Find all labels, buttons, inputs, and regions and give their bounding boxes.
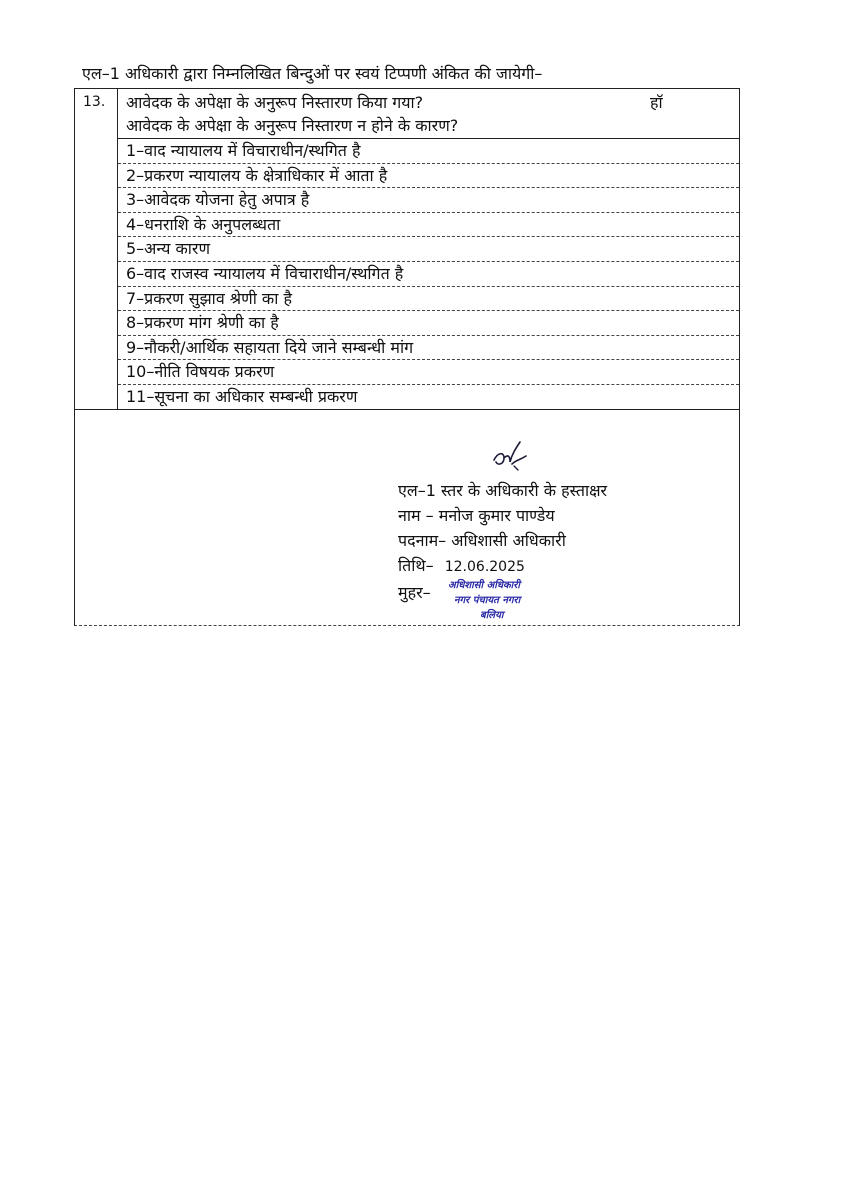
reason-option: 7–प्रकरण सुझाव श्रेणी का है bbox=[118, 287, 739, 312]
date-label: तिथि– bbox=[398, 556, 434, 575]
reason-option: 3–आवेदक योजना हेतु अपात्र है bbox=[118, 188, 739, 213]
reason-option: 6–वाद राजस्व न्यायालय में विचाराधीन/स्थगित है bbox=[118, 262, 739, 287]
date-value: 12.06.2025 bbox=[444, 559, 525, 575]
stamp-line-2: नगर पंचायत नगरा bbox=[454, 595, 521, 606]
official-stamp bbox=[448, 578, 520, 623]
row-number: 13. bbox=[83, 94, 106, 110]
reason-option: 10–नीति विषयक प्रकरण bbox=[118, 360, 739, 385]
reason-option: 11–सूचना का अधिकार सम्बन्धी प्रकरण bbox=[118, 385, 739, 410]
stamp-line-1: अधिशासी अधिकारी bbox=[448, 580, 520, 591]
officer-designation: पदनाम– अधिशासी अधिकारी bbox=[398, 531, 566, 550]
reason-option: 9–नौकरी/आर्थिक सहायता दिये जाने सम्बन्धी मांग bbox=[118, 336, 739, 361]
reason-option: 4–धनराशि के अनुपलब्धता bbox=[118, 213, 739, 238]
seal-label: मुहर– bbox=[398, 583, 431, 602]
reason-option: 5–अन्य कारण bbox=[118, 237, 739, 262]
reason-options-list bbox=[118, 139, 739, 410]
row-number-cell bbox=[75, 89, 118, 410]
signature-mark bbox=[490, 438, 530, 474]
page-heading: एल–1 अधिकारी द्वारा निम्नलिखित बिन्दुओं पर स्वयं टिप्पणी अंकित की जायेगी– bbox=[82, 64, 543, 83]
date-line bbox=[398, 553, 607, 580]
reason-option: 1–वाद न्यायालय में विचाराधीन/स्थगित है bbox=[118, 139, 739, 164]
stamp-line-3: बलिया bbox=[480, 610, 504, 621]
answer-yes: हॉ bbox=[650, 93, 663, 112]
table-divider bbox=[75, 409, 739, 410]
question-reason-unsatisfactory: आवेदक के अपेक्षा के अनुरूप निस्तारण न होने के कारण? bbox=[126, 116, 459, 135]
reason-option: 2–प्रकरण न्यायालय के क्षेत्राधिकार में आता है bbox=[118, 164, 739, 189]
reason-option: 8–प्रकरण मांग श्रेणी का है bbox=[118, 311, 739, 336]
signature-title: एल–1 स्तर के अधिकारी के हस्ताक्षर bbox=[398, 481, 608, 500]
officer-name: नाम – मनोज कुमार पाण्डेय bbox=[398, 506, 555, 525]
question-cell bbox=[118, 89, 739, 139]
question-disposal-satisfactory: आवेदक के अपेक्षा के अनुरूप निस्तारण किया गया? bbox=[126, 93, 424, 112]
